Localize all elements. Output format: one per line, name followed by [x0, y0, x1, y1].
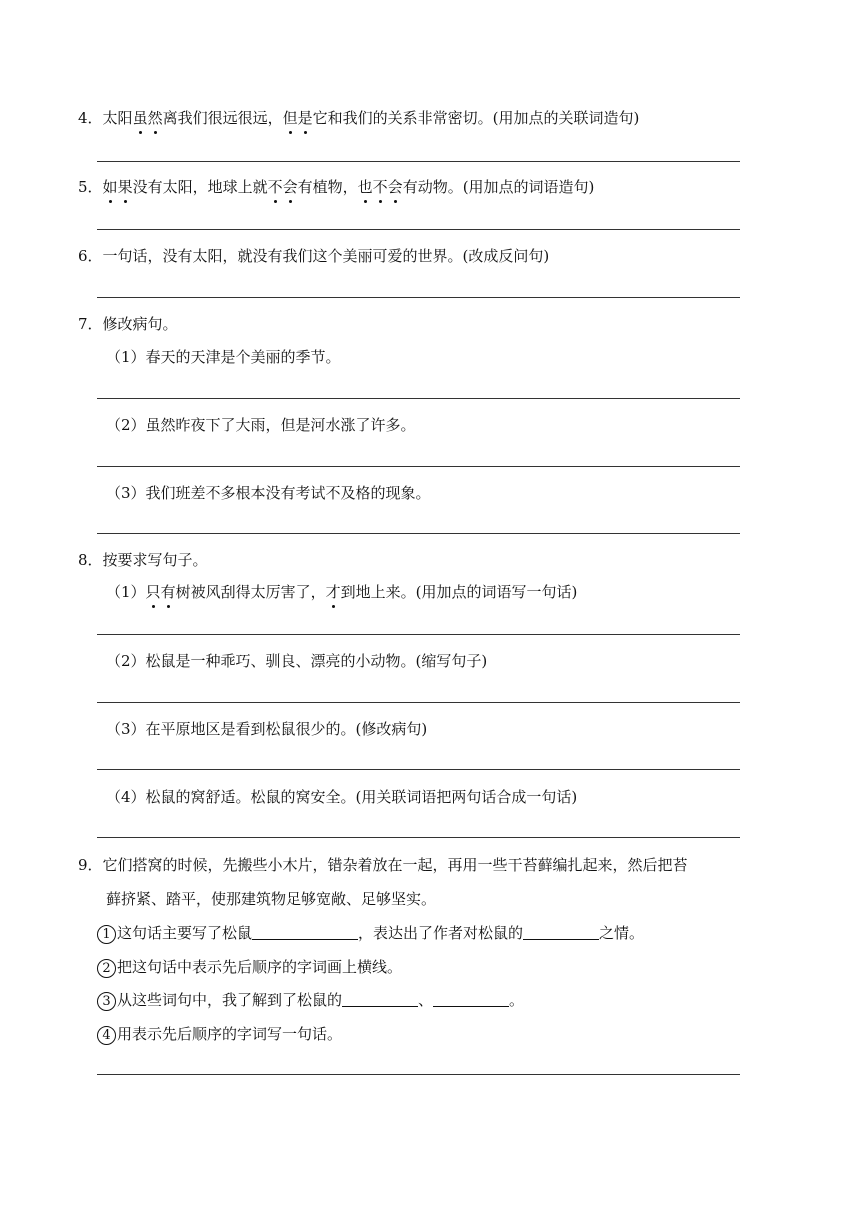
question-text: 离我们很远很远， [162, 109, 283, 127]
sub-question-8-1 [106, 582, 577, 602]
sub-question-text: 这句话主要写了松鼠 [117, 924, 253, 942]
question-text: 它和我们的关系非常密切。(用加点的关联词造句) [312, 109, 640, 127]
passage-line: 藓挤紧、踏平，使那建筑物足够宽敞、足够坚实。 [106, 890, 437, 908]
sub-question-9-1 [97, 923, 644, 944]
circled-number: 3 [97, 992, 116, 1011]
fill-blank[interactable] [252, 923, 358, 940]
sub-question-8-2: （2）松鼠是一种乖巧、驯良、漂亮的小动物。(缩写句子) [106, 652, 488, 670]
dotted-char: 才 [325, 583, 341, 601]
sub-question-text: 树被风刮得太厉害了， [175, 583, 326, 601]
sub-question-text: 之情。 [599, 924, 645, 942]
question-4 [78, 108, 639, 128]
sub-question-label: （1） [106, 583, 146, 601]
question-number: 5． [78, 178, 103, 196]
circled-number: 2 [97, 959, 116, 978]
sub-question-text: 从这些词句中，我了解到了松鼠的 [117, 991, 343, 1009]
question-5 [78, 177, 594, 197]
circled-number: 1 [97, 925, 116, 944]
sub-question-text: ，表达出了作者对松鼠的 [358, 924, 524, 942]
question-9 [78, 855, 688, 875]
dotted-char: 也 [357, 178, 373, 196]
sub-question-9-2 [97, 957, 402, 978]
question-text: 一句话，没有太阳，就没有我们这个美丽可爱的世界。(改成反问句) [102, 247, 550, 265]
dotted-char: 果 [117, 178, 133, 196]
sub-question-9-4 [97, 1024, 342, 1045]
answer-line[interactable] [97, 1074, 740, 1075]
answer-line[interactable] [97, 634, 740, 635]
sub-question-7-2: （2）虽然昨夜下了大雨，但是河水涨了许多。 [106, 416, 416, 434]
question-6 [78, 246, 549, 266]
question-number: 6． [78, 247, 103, 265]
answer-line[interactable] [97, 769, 740, 770]
answer-line[interactable] [97, 229, 740, 230]
question-8 [78, 550, 208, 570]
fill-blank[interactable] [342, 990, 418, 1007]
dotted-char: 是 [297, 109, 313, 127]
answer-line[interactable] [97, 837, 740, 838]
dotted-char: 不 [372, 178, 388, 196]
dotted-char: 不 [267, 178, 283, 196]
dotted-char: 然 [147, 109, 163, 127]
circled-number: 4 [97, 1026, 116, 1045]
sub-question-text: 用表示先后顺序的字词写一句话。 [117, 1025, 343, 1043]
question-text: 按要求写句子。 [102, 551, 208, 569]
answer-line[interactable] [97, 533, 740, 534]
question-number: 7． [78, 315, 103, 333]
dotted-char: 只 [145, 583, 161, 601]
question-text: 修改病句。 [102, 315, 178, 333]
sub-question-text: 。 [509, 991, 525, 1009]
question-text: 有植物， [297, 178, 358, 196]
dotted-char: 会 [282, 178, 298, 196]
answer-line[interactable] [97, 466, 740, 467]
question-text: 太阳 [102, 109, 133, 127]
dotted-char: 会 [387, 178, 403, 196]
question-number: 9． [78, 856, 103, 874]
passage-line: 它们搭窝的时候，先搬些小木片，错杂着放在一起，再用一些干苔藓编扎起来，然后把苔 [102, 856, 688, 874]
sub-question-text: 到地上来。(用加点的词语写一句话) [340, 583, 578, 601]
fill-blank[interactable] [433, 990, 509, 1007]
answer-line[interactable] [97, 702, 740, 703]
dotted-char: 但 [282, 109, 298, 127]
sub-question-7-1: （1）春天的天津是个美丽的季节。 [106, 348, 341, 366]
question-number: 4． [78, 109, 103, 127]
dotted-char: 虽 [132, 109, 148, 127]
fill-blank[interactable] [523, 923, 599, 940]
sub-question-text: 、 [418, 991, 434, 1009]
sub-question-9-3 [97, 990, 524, 1011]
sub-question-8-4: （4）松鼠的窝舒适。松鼠的窝安全。(用关联词语把两句话合成一句话) [106, 788, 578, 806]
answer-line[interactable] [97, 297, 740, 298]
dotted-char: 如 [102, 178, 118, 196]
sub-question-text: 把这句话中表示先后顺序的字词画上横线。 [117, 958, 403, 976]
answer-line[interactable] [97, 161, 740, 162]
question-text: 没有太阳，地球上就 [132, 178, 268, 196]
sub-question-8-3: （3）在平原地区是看到松鼠很少的。(修改病句) [106, 720, 428, 738]
sub-question-7-3: （3）我们班差不多根本没有考试不及格的现象。 [106, 484, 431, 502]
answer-line[interactable] [97, 398, 740, 399]
question-7 [78, 314, 178, 334]
question-text: 有动物。(用加点的词语造句) [402, 178, 595, 196]
dotted-char: 有 [160, 583, 176, 601]
question-number: 8． [78, 551, 103, 569]
